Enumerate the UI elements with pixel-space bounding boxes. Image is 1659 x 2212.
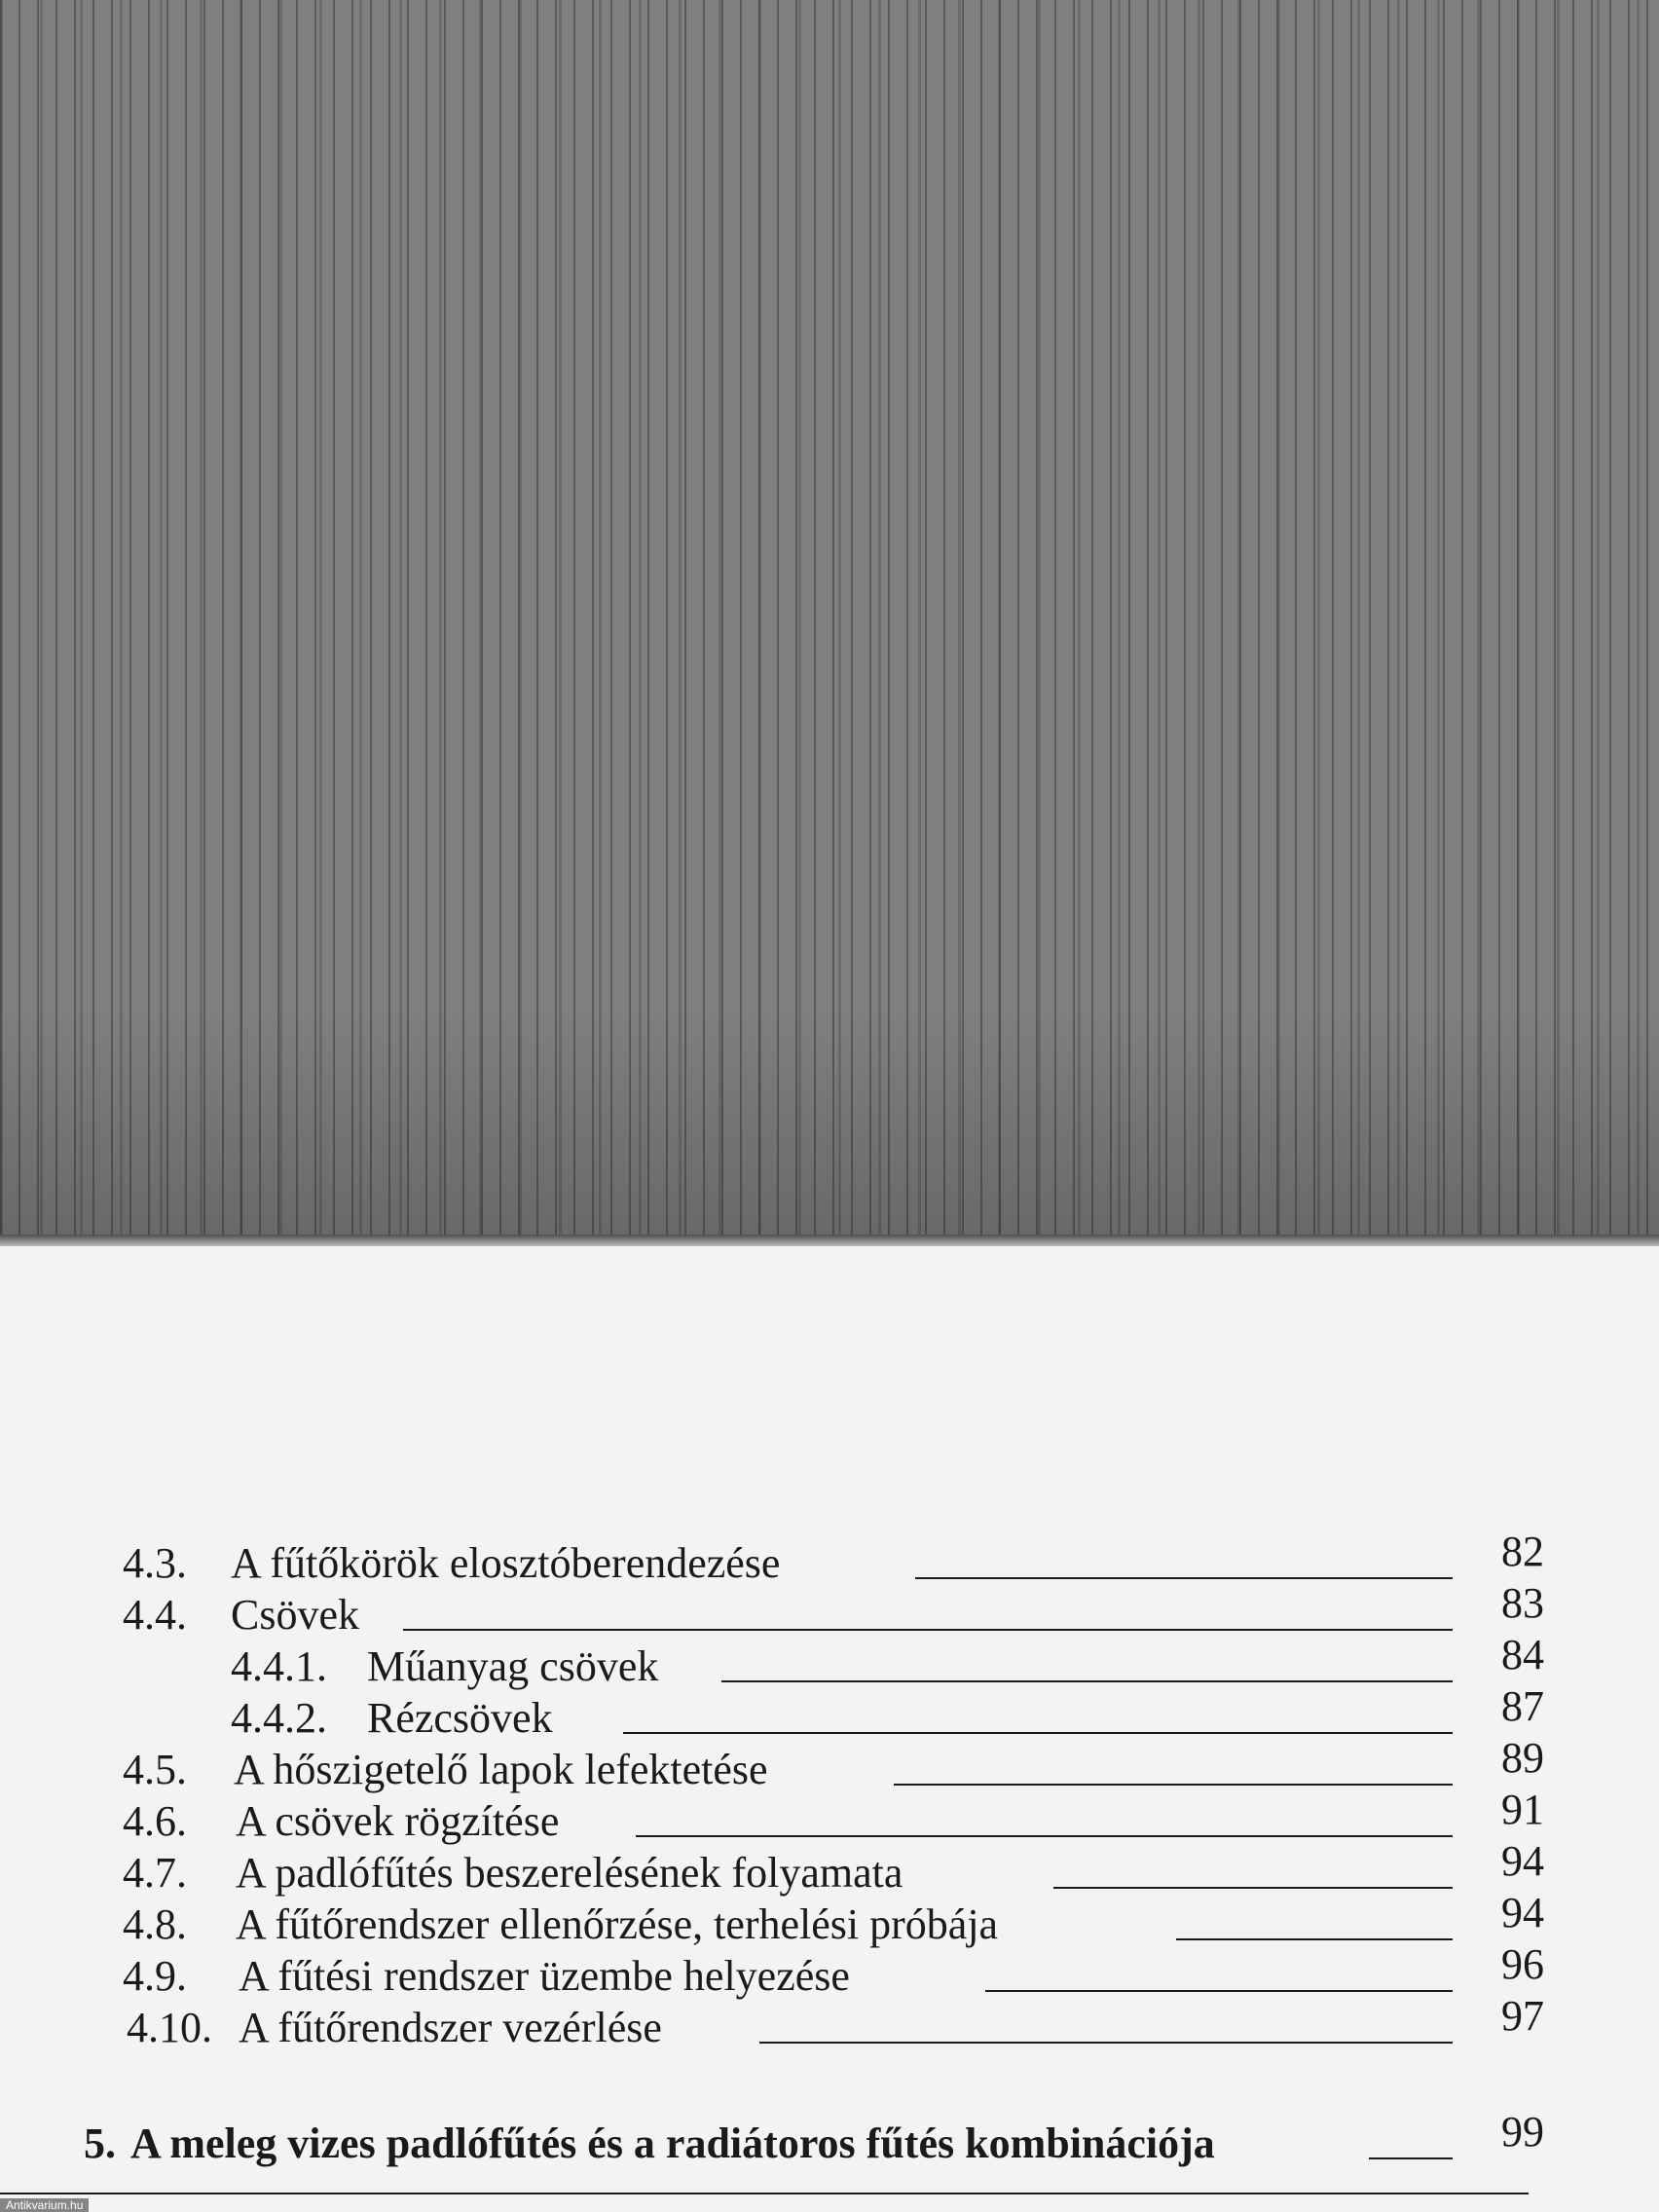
toc-entry: [0, 1631, 1659, 1692]
toc-entry-page: 83: [1501, 1579, 1544, 1627]
toc-leader-line: [623, 1732, 1453, 1734]
toc-leader-line: [1369, 2157, 1453, 2159]
watermark: Antikvarium.hu: [0, 2198, 89, 2212]
toc-chapter-entry: [0, 2108, 1659, 2169]
toc-entry-number: 4.9.: [123, 1952, 187, 2000]
toc-leader-line: [1053, 1887, 1453, 1889]
toc-entry-page: 94: [1501, 1837, 1544, 1885]
cover-edge-shadow: [0, 1235, 1659, 1246]
toc-entry: [0, 1940, 1659, 2002]
toc-entry-number: 4.4.1.: [231, 1642, 327, 1690]
toc-entry-page: 91: [1501, 1786, 1544, 1833]
toc-entry-number: 4.10.: [127, 2004, 212, 2051]
toc-entry-page: 96: [1501, 1940, 1544, 1988]
toc-entry-number: 4.4.2.: [231, 1694, 327, 1742]
toc-entry-title: A padlófűtés beszerelésének folyamata: [236, 1849, 903, 1897]
toc-entry: [0, 1682, 1659, 1744]
toc-entry-number: 4.8.: [123, 1900, 187, 1948]
toc-entry-title: Műanyag csövek: [367, 1642, 659, 1690]
toc-entry-page: 87: [1501, 1682, 1544, 1730]
toc-leader-line: [403, 1629, 1453, 1631]
toc-leader-line: [915, 1577, 1453, 1579]
toc-leader-line: [985, 1990, 1453, 1992]
toc-entry: [0, 1579, 1659, 1641]
toc-chapter-title: A meleg vizes padlófűtés és a radiátoros fűtés kombinációja: [130, 2120, 1215, 2167]
bottom-rule: [0, 2193, 1529, 2194]
toc-entry-number: 4.3.: [123, 1539, 187, 1587]
toc-entry-title: A fűtőrendszer vezérlése: [239, 2004, 662, 2051]
toc-chapter-page: 99: [1501, 2108, 1544, 2156]
toc-leader-line: [636, 1835, 1453, 1837]
toc-entry-title: A fűtőkörök elosztóberendezése: [231, 1539, 781, 1587]
toc-leader-line: [894, 1784, 1453, 1786]
toc-entry-page: 89: [1501, 1734, 1544, 1782]
toc-entry: [0, 1992, 1659, 2053]
toc-entry-page: 84: [1501, 1631, 1544, 1678]
toc-entry-number: 4.4.: [123, 1591, 187, 1639]
toc-entry: [0, 1528, 1659, 1589]
toc-entry-number: 4.7.: [123, 1849, 187, 1897]
toc-leader-line: [759, 2042, 1453, 2044]
toc-entry-page: 94: [1501, 1889, 1544, 1936]
toc-entry-page: 97: [1501, 1992, 1544, 2040]
toc-entry-page: 82: [1501, 1528, 1544, 1575]
toc-entry: [0, 1786, 1659, 1847]
toc-entry: [0, 1734, 1659, 1795]
toc-entry-title: A csövek rögzítése: [236, 1797, 560, 1845]
toc-entry-title: Csövek: [231, 1591, 359, 1639]
toc-entry: [0, 1837, 1659, 1899]
toc-entry-title: A hőszigetelő lapok lefektetése: [234, 1746, 768, 1793]
toc-entry-title: A fűtési rendszer üzembe helyezése: [239, 1952, 850, 2000]
toc-entry-title: Rézcsövek: [367, 1694, 553, 1742]
toc-entry: [0, 1889, 1659, 1950]
toc-entry-number: 4.5.: [123, 1746, 187, 1793]
toc-entry-number: 4.6.: [123, 1797, 187, 1845]
toc-leader-line: [721, 1680, 1453, 1682]
toc-chapter-number: 5.: [84, 2120, 116, 2167]
toc-leader-line: [1176, 1938, 1453, 1940]
toc-entry-title: A fűtőrendszer ellenőrzése, terhelési próbája: [236, 1900, 999, 1948]
